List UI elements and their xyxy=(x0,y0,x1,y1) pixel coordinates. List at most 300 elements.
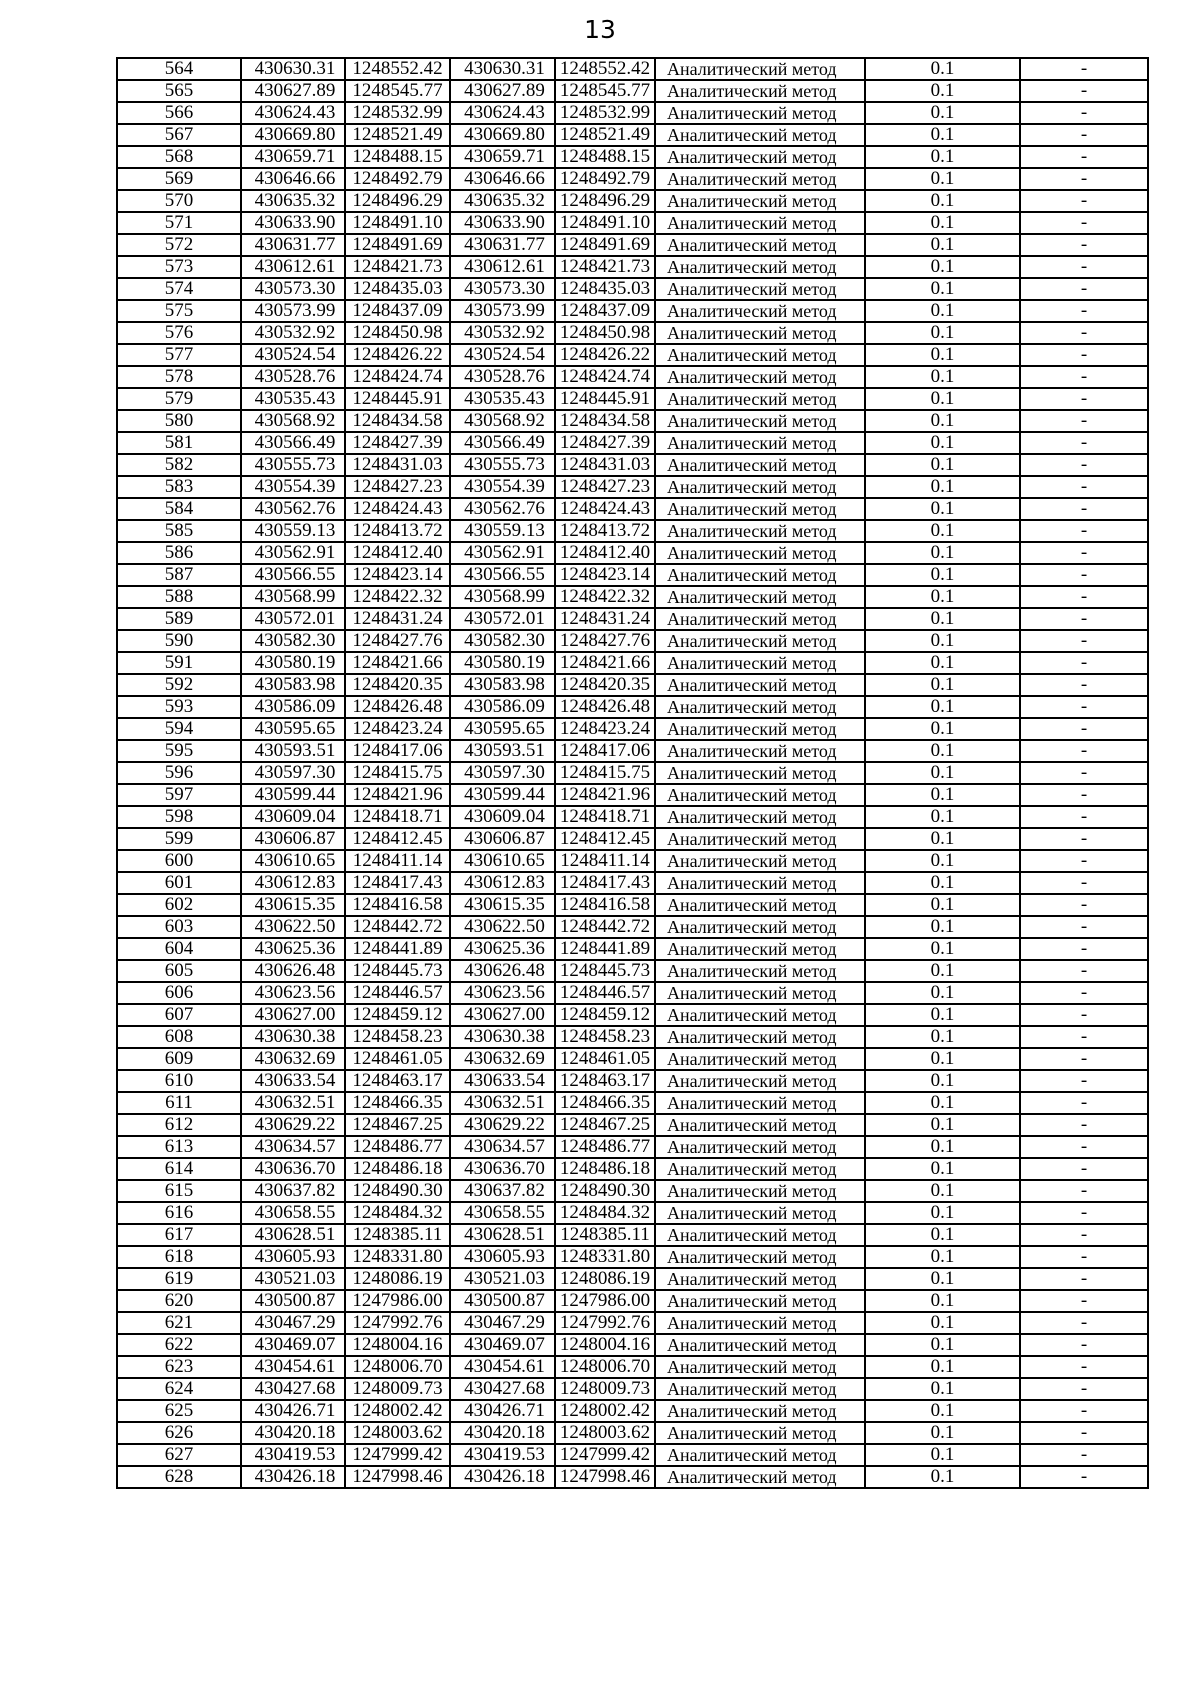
y-coordinate-new-cell: 1248424.43 xyxy=(555,498,655,520)
table-row xyxy=(117,1070,1148,1092)
y-coordinate-cell: 1248466.35 xyxy=(345,1092,450,1114)
table-row xyxy=(117,498,1148,520)
note-cell: - xyxy=(1020,762,1148,784)
y-coordinate-new-cell: 1248458.23 xyxy=(555,1026,655,1048)
x-coordinate-new-cell: 430599.44 xyxy=(450,784,555,806)
y-coordinate-new-cell: 1248416.58 xyxy=(555,894,655,916)
note-cell: - xyxy=(1020,256,1148,278)
y-coordinate-new-cell: 1248426.48 xyxy=(555,696,655,718)
accuracy-cell: 0.1 xyxy=(865,982,1020,1004)
point-number-cell: 578 xyxy=(117,366,241,388)
x-coordinate-cell: 430555.73 xyxy=(241,454,345,476)
x-coordinate-cell: 430535.43 xyxy=(241,388,345,410)
table-row xyxy=(117,982,1148,1004)
table-row xyxy=(117,1048,1148,1070)
table-row xyxy=(117,1224,1148,1246)
y-coordinate-new-cell: 1248434.58 xyxy=(555,410,655,432)
note-cell: - xyxy=(1020,1246,1148,1268)
accuracy-cell: 0.1 xyxy=(865,1334,1020,1356)
accuracy-cell: 0.1 xyxy=(865,190,1020,212)
method-cell: Аналитический метод xyxy=(655,322,865,344)
y-coordinate-cell: 1248002.42 xyxy=(345,1400,450,1422)
point-number-cell: 589 xyxy=(117,608,241,630)
point-number-cell: 625 xyxy=(117,1400,241,1422)
point-number-cell: 570 xyxy=(117,190,241,212)
accuracy-cell: 0.1 xyxy=(865,1312,1020,1334)
table-row xyxy=(117,542,1148,564)
x-coordinate-cell: 430669.80 xyxy=(241,124,345,146)
y-coordinate-cell: 1248412.40 xyxy=(345,542,450,564)
table-row xyxy=(117,1356,1148,1378)
accuracy-cell: 0.1 xyxy=(865,1180,1020,1202)
x-coordinate-cell: 430528.76 xyxy=(241,366,345,388)
method-cell: Аналитический метод xyxy=(655,762,865,784)
x-coordinate-new-cell: 430583.98 xyxy=(450,674,555,696)
accuracy-cell: 0.1 xyxy=(865,454,1020,476)
x-coordinate-cell: 430612.83 xyxy=(241,872,345,894)
note-cell: - xyxy=(1020,1466,1148,1488)
table-row xyxy=(117,1246,1148,1268)
point-number-cell: 620 xyxy=(117,1290,241,1312)
y-coordinate-cell: 1248461.05 xyxy=(345,1048,450,1070)
note-cell: - xyxy=(1020,344,1148,366)
y-coordinate-new-cell: 1248417.43 xyxy=(555,872,655,894)
x-coordinate-cell: 430637.82 xyxy=(241,1180,345,1202)
note-cell: - xyxy=(1020,234,1148,256)
y-coordinate-new-cell: 1248521.49 xyxy=(555,124,655,146)
accuracy-cell: 0.1 xyxy=(865,1158,1020,1180)
y-coordinate-new-cell: 1248417.06 xyxy=(555,740,655,762)
point-number-cell: 613 xyxy=(117,1136,241,1158)
note-cell: - xyxy=(1020,1224,1148,1246)
method-cell: Аналитический метод xyxy=(655,1180,865,1202)
method-cell: Аналитический метод xyxy=(655,1334,865,1356)
y-coordinate-cell: 1248421.73 xyxy=(345,256,450,278)
table-row xyxy=(117,410,1148,432)
method-cell: Аналитический метод xyxy=(655,300,865,322)
method-cell: Аналитический метод xyxy=(655,344,865,366)
y-coordinate-cell: 1248412.45 xyxy=(345,828,450,850)
y-coordinate-cell: 1248421.96 xyxy=(345,784,450,806)
method-cell: Аналитический метод xyxy=(655,1114,865,1136)
accuracy-cell: 0.1 xyxy=(865,718,1020,740)
y-coordinate-cell: 1248491.69 xyxy=(345,234,450,256)
y-coordinate-cell: 1248431.24 xyxy=(345,608,450,630)
point-number-cell: 599 xyxy=(117,828,241,850)
point-number-cell: 607 xyxy=(117,1004,241,1026)
method-cell: Аналитический метод xyxy=(655,212,865,234)
y-coordinate-new-cell: 1248445.91 xyxy=(555,388,655,410)
table-row xyxy=(117,146,1148,168)
x-coordinate-cell: 430586.09 xyxy=(241,696,345,718)
method-cell: Аналитический метод xyxy=(655,1004,865,1026)
y-coordinate-new-cell: 1247999.42 xyxy=(555,1444,655,1466)
accuracy-cell: 0.1 xyxy=(865,1048,1020,1070)
x-coordinate-new-cell: 430426.18 xyxy=(450,1466,555,1488)
method-cell: Аналитический метод xyxy=(655,1224,865,1246)
note-cell: - xyxy=(1020,1202,1148,1224)
y-coordinate-new-cell: 1248435.03 xyxy=(555,278,655,300)
y-coordinate-cell: 1248484.32 xyxy=(345,1202,450,1224)
accuracy-cell: 0.1 xyxy=(865,542,1020,564)
x-coordinate-cell: 430593.51 xyxy=(241,740,345,762)
y-coordinate-new-cell: 1248421.96 xyxy=(555,784,655,806)
note-cell: - xyxy=(1020,366,1148,388)
x-coordinate-cell: 430595.65 xyxy=(241,718,345,740)
note-cell: - xyxy=(1020,1026,1148,1048)
x-coordinate-new-cell: 430633.90 xyxy=(450,212,555,234)
method-cell: Аналитический метод xyxy=(655,1092,865,1114)
y-coordinate-new-cell: 1248484.32 xyxy=(555,1202,655,1224)
y-coordinate-new-cell: 1248463.17 xyxy=(555,1070,655,1092)
y-coordinate-cell: 1248415.75 xyxy=(345,762,450,784)
x-coordinate-new-cell: 430593.51 xyxy=(450,740,555,762)
x-coordinate-cell: 430500.87 xyxy=(241,1290,345,1312)
y-coordinate-new-cell: 1248002.42 xyxy=(555,1400,655,1422)
x-coordinate-new-cell: 430630.31 xyxy=(450,58,555,80)
table-row xyxy=(117,608,1148,630)
x-coordinate-new-cell: 430555.73 xyxy=(450,454,555,476)
y-coordinate-new-cell: 1248466.35 xyxy=(555,1092,655,1114)
method-cell: Аналитический метод xyxy=(655,718,865,740)
y-coordinate-new-cell: 1248423.14 xyxy=(555,564,655,586)
note-cell: - xyxy=(1020,608,1148,630)
y-coordinate-new-cell: 1248385.11 xyxy=(555,1224,655,1246)
y-coordinate-new-cell: 1248415.75 xyxy=(555,762,655,784)
accuracy-cell: 0.1 xyxy=(865,1246,1020,1268)
table-row xyxy=(117,696,1148,718)
y-coordinate-cell: 1248467.25 xyxy=(345,1114,450,1136)
method-cell: Аналитический метод xyxy=(655,1268,865,1290)
x-coordinate-cell: 430573.99 xyxy=(241,300,345,322)
y-coordinate-cell: 1248427.76 xyxy=(345,630,450,652)
method-cell: Аналитический метод xyxy=(655,102,865,124)
x-coordinate-cell: 430635.32 xyxy=(241,190,345,212)
y-coordinate-cell: 1248423.14 xyxy=(345,564,450,586)
x-coordinate-cell: 430573.30 xyxy=(241,278,345,300)
table-row xyxy=(117,938,1148,960)
note-cell: - xyxy=(1020,1422,1148,1444)
x-coordinate-cell: 430562.91 xyxy=(241,542,345,564)
method-cell: Аналитический метод xyxy=(655,630,865,652)
point-number-cell: 614 xyxy=(117,1158,241,1180)
point-number-cell: 572 xyxy=(117,234,241,256)
point-number-cell: 580 xyxy=(117,410,241,432)
x-coordinate-cell: 430568.92 xyxy=(241,410,345,432)
table-row xyxy=(117,388,1148,410)
note-cell: - xyxy=(1020,938,1148,960)
x-coordinate-cell: 430626.48 xyxy=(241,960,345,982)
accuracy-cell: 0.1 xyxy=(865,1466,1020,1488)
point-number-cell: 588 xyxy=(117,586,241,608)
x-coordinate-new-cell: 430637.82 xyxy=(450,1180,555,1202)
y-coordinate-cell: 1248420.35 xyxy=(345,674,450,696)
y-coordinate-cell: 1248459.12 xyxy=(345,1004,450,1026)
method-cell: Аналитический метод xyxy=(655,542,865,564)
point-number-cell: 593 xyxy=(117,696,241,718)
method-cell: Аналитический метод xyxy=(655,520,865,542)
note-cell: - xyxy=(1020,1444,1148,1466)
table-row xyxy=(117,850,1148,872)
point-number-cell: 564 xyxy=(117,58,241,80)
y-coordinate-cell: 1247992.76 xyxy=(345,1312,450,1334)
accuracy-cell: 0.1 xyxy=(865,1224,1020,1246)
y-coordinate-cell: 1248545.77 xyxy=(345,80,450,102)
y-coordinate-new-cell: 1248420.35 xyxy=(555,674,655,696)
method-cell: Аналитический метод xyxy=(655,454,865,476)
x-coordinate-cell: 430426.71 xyxy=(241,1400,345,1422)
point-number-cell: 571 xyxy=(117,212,241,234)
table-row xyxy=(117,630,1148,652)
x-coordinate-new-cell: 430454.61 xyxy=(450,1356,555,1378)
point-number-cell: 622 xyxy=(117,1334,241,1356)
x-coordinate-new-cell: 430467.29 xyxy=(450,1312,555,1334)
y-coordinate-cell: 1248496.29 xyxy=(345,190,450,212)
point-number-cell: 595 xyxy=(117,740,241,762)
accuracy-cell: 0.1 xyxy=(865,366,1020,388)
x-coordinate-new-cell: 430595.65 xyxy=(450,718,555,740)
table-row xyxy=(117,366,1148,388)
y-coordinate-new-cell: 1247998.46 xyxy=(555,1466,655,1488)
accuracy-cell: 0.1 xyxy=(865,476,1020,498)
y-coordinate-new-cell: 1247992.76 xyxy=(555,1312,655,1334)
y-coordinate-cell: 1248423.24 xyxy=(345,718,450,740)
y-coordinate-cell: 1248490.30 xyxy=(345,1180,450,1202)
note-cell: - xyxy=(1020,1070,1148,1092)
table-row xyxy=(117,806,1148,828)
method-cell: Аналитический метод xyxy=(655,124,865,146)
x-coordinate-cell: 430615.35 xyxy=(241,894,345,916)
y-coordinate-cell: 1248435.03 xyxy=(345,278,450,300)
x-coordinate-new-cell: 430597.30 xyxy=(450,762,555,784)
accuracy-cell: 0.1 xyxy=(865,652,1020,674)
x-coordinate-new-cell: 430606.87 xyxy=(450,828,555,850)
point-number-cell: 586 xyxy=(117,542,241,564)
y-coordinate-cell: 1248426.22 xyxy=(345,344,450,366)
y-coordinate-new-cell: 1248488.15 xyxy=(555,146,655,168)
accuracy-cell: 0.1 xyxy=(865,828,1020,850)
point-number-cell: 575 xyxy=(117,300,241,322)
y-coordinate-new-cell: 1248427.39 xyxy=(555,432,655,454)
table-row xyxy=(117,1004,1148,1026)
accuracy-cell: 0.1 xyxy=(865,1444,1020,1466)
y-coordinate-cell: 1248532.99 xyxy=(345,102,450,124)
accuracy-cell: 0.1 xyxy=(865,520,1020,542)
y-coordinate-new-cell: 1248545.77 xyxy=(555,80,655,102)
method-cell: Аналитический метод xyxy=(655,1356,865,1378)
accuracy-cell: 0.1 xyxy=(865,938,1020,960)
y-coordinate-new-cell: 1248331.80 xyxy=(555,1246,655,1268)
y-coordinate-new-cell: 1248422.32 xyxy=(555,586,655,608)
note-cell: - xyxy=(1020,1356,1148,1378)
x-coordinate-new-cell: 430624.43 xyxy=(450,102,555,124)
y-coordinate-cell: 1248427.23 xyxy=(345,476,450,498)
x-coordinate-new-cell: 430562.91 xyxy=(450,542,555,564)
accuracy-cell: 0.1 xyxy=(865,674,1020,696)
note-cell: - xyxy=(1020,322,1148,344)
method-cell: Аналитический метод xyxy=(655,586,865,608)
y-coordinate-cell: 1248486.77 xyxy=(345,1136,450,1158)
table-row xyxy=(117,784,1148,806)
method-cell: Аналитический метод xyxy=(655,432,865,454)
table-row xyxy=(117,168,1148,190)
point-number-cell: 602 xyxy=(117,894,241,916)
point-number-cell: 606 xyxy=(117,982,241,1004)
x-coordinate-new-cell: 430469.07 xyxy=(450,1334,555,1356)
x-coordinate-cell: 430629.22 xyxy=(241,1114,345,1136)
point-number-cell: 576 xyxy=(117,322,241,344)
table-row xyxy=(117,1158,1148,1180)
y-coordinate-new-cell: 1248486.18 xyxy=(555,1158,655,1180)
accuracy-cell: 0.1 xyxy=(865,278,1020,300)
table-row xyxy=(117,1092,1148,1114)
x-coordinate-cell: 430627.89 xyxy=(241,80,345,102)
y-coordinate-new-cell: 1248442.72 xyxy=(555,916,655,938)
method-cell: Аналитический метод xyxy=(655,1158,865,1180)
table-row xyxy=(117,1312,1148,1334)
y-coordinate-new-cell: 1248086.19 xyxy=(555,1268,655,1290)
accuracy-cell: 0.1 xyxy=(865,410,1020,432)
method-cell: Аналитический метод xyxy=(655,278,865,300)
x-coordinate-new-cell: 430500.87 xyxy=(450,1290,555,1312)
note-cell: - xyxy=(1020,190,1148,212)
x-coordinate-new-cell: 430627.89 xyxy=(450,80,555,102)
note-cell: - xyxy=(1020,432,1148,454)
x-coordinate-cell: 430469.07 xyxy=(241,1334,345,1356)
method-cell: Аналитический метод xyxy=(655,388,865,410)
table-row xyxy=(117,80,1148,102)
accuracy-cell: 0.1 xyxy=(865,388,1020,410)
method-cell: Аналитический метод xyxy=(655,740,865,762)
x-coordinate-cell: 430562.76 xyxy=(241,498,345,520)
x-coordinate-cell: 430610.65 xyxy=(241,850,345,872)
y-coordinate-new-cell: 1248424.74 xyxy=(555,366,655,388)
y-coordinate-new-cell: 1248441.89 xyxy=(555,938,655,960)
note-cell: - xyxy=(1020,1048,1148,1070)
accuracy-cell: 0.1 xyxy=(865,916,1020,938)
accuracy-cell: 0.1 xyxy=(865,322,1020,344)
y-coordinate-new-cell: 1248552.42 xyxy=(555,58,655,80)
x-coordinate-cell: 430612.61 xyxy=(241,256,345,278)
x-coordinate-new-cell: 430634.57 xyxy=(450,1136,555,1158)
x-coordinate-new-cell: 430586.09 xyxy=(450,696,555,718)
x-coordinate-new-cell: 430580.19 xyxy=(450,652,555,674)
y-coordinate-cell: 1248458.23 xyxy=(345,1026,450,1048)
x-coordinate-cell: 430583.98 xyxy=(241,674,345,696)
y-coordinate-cell: 1248411.14 xyxy=(345,850,450,872)
x-coordinate-new-cell: 430568.99 xyxy=(450,586,555,608)
accuracy-cell: 0.1 xyxy=(865,1004,1020,1026)
y-coordinate-new-cell: 1248491.10 xyxy=(555,212,655,234)
x-coordinate-new-cell: 430568.92 xyxy=(450,410,555,432)
method-cell: Аналитический метод xyxy=(655,1290,865,1312)
x-coordinate-cell: 430580.19 xyxy=(241,652,345,674)
y-coordinate-new-cell: 1248431.24 xyxy=(555,608,655,630)
y-coordinate-new-cell: 1248004.16 xyxy=(555,1334,655,1356)
note-cell: - xyxy=(1020,806,1148,828)
x-coordinate-new-cell: 430632.69 xyxy=(450,1048,555,1070)
method-cell: Аналитический метод xyxy=(655,784,865,806)
point-number-cell: 598 xyxy=(117,806,241,828)
note-cell: - xyxy=(1020,300,1148,322)
method-cell: Аналитический метод xyxy=(655,916,865,938)
method-cell: Аналитический метод xyxy=(655,146,865,168)
method-cell: Аналитический метод xyxy=(655,850,865,872)
note-cell: - xyxy=(1020,630,1148,652)
table-row xyxy=(117,1378,1148,1400)
x-coordinate-cell: 430427.68 xyxy=(241,1378,345,1400)
note-cell: - xyxy=(1020,1092,1148,1114)
note-cell: - xyxy=(1020,740,1148,762)
point-number-cell: 573 xyxy=(117,256,241,278)
y-coordinate-new-cell: 1248003.62 xyxy=(555,1422,655,1444)
note-cell: - xyxy=(1020,872,1148,894)
note-cell: - xyxy=(1020,828,1148,850)
x-coordinate-cell: 430599.44 xyxy=(241,784,345,806)
x-coordinate-cell: 430632.51 xyxy=(241,1092,345,1114)
x-coordinate-cell: 430636.70 xyxy=(241,1158,345,1180)
y-coordinate-cell: 1248417.06 xyxy=(345,740,450,762)
y-coordinate-cell: 1248003.62 xyxy=(345,1422,450,1444)
note-cell: - xyxy=(1020,1400,1148,1422)
method-cell: Аналитический метод xyxy=(655,1466,865,1488)
accuracy-cell: 0.1 xyxy=(865,1092,1020,1114)
table-row xyxy=(117,344,1148,366)
table-row xyxy=(117,1202,1148,1224)
x-coordinate-new-cell: 430627.00 xyxy=(450,1004,555,1026)
accuracy-cell: 0.1 xyxy=(865,212,1020,234)
point-number-cell: 624 xyxy=(117,1378,241,1400)
y-coordinate-cell: 1248488.15 xyxy=(345,146,450,168)
point-number-cell: 611 xyxy=(117,1092,241,1114)
x-coordinate-new-cell: 430612.61 xyxy=(450,256,555,278)
y-coordinate-cell: 1248424.74 xyxy=(345,366,450,388)
point-number-cell: 568 xyxy=(117,146,241,168)
x-coordinate-new-cell: 430532.92 xyxy=(450,322,555,344)
method-cell: Аналитический метод xyxy=(655,1400,865,1422)
note-cell: - xyxy=(1020,674,1148,696)
method-cell: Аналитический метод xyxy=(655,674,865,696)
note-cell: - xyxy=(1020,410,1148,432)
x-coordinate-cell: 430632.69 xyxy=(241,1048,345,1070)
note-cell: - xyxy=(1020,718,1148,740)
method-cell: Аналитический метод xyxy=(655,1070,865,1092)
point-number-cell: 601 xyxy=(117,872,241,894)
x-coordinate-new-cell: 430572.01 xyxy=(450,608,555,630)
y-coordinate-cell: 1248491.10 xyxy=(345,212,450,234)
x-coordinate-new-cell: 430609.04 xyxy=(450,806,555,828)
point-number-cell: 567 xyxy=(117,124,241,146)
y-coordinate-cell: 1247986.00 xyxy=(345,1290,450,1312)
page-number: 13 xyxy=(584,15,616,44)
coordinates-table-body xyxy=(117,58,1148,1488)
method-cell: Аналитический метод xyxy=(655,872,865,894)
x-coordinate-new-cell: 430582.30 xyxy=(450,630,555,652)
y-coordinate-cell: 1248445.91 xyxy=(345,388,450,410)
table-row xyxy=(117,1444,1148,1466)
point-number-cell: 600 xyxy=(117,850,241,872)
method-cell: Аналитический метод xyxy=(655,806,865,828)
x-coordinate-cell: 430454.61 xyxy=(241,1356,345,1378)
y-coordinate-cell: 1248552.42 xyxy=(345,58,450,80)
x-coordinate-cell: 430467.29 xyxy=(241,1312,345,1334)
y-coordinate-new-cell: 1247986.00 xyxy=(555,1290,655,1312)
x-coordinate-cell: 430605.93 xyxy=(241,1246,345,1268)
table-row xyxy=(117,1290,1148,1312)
point-number-cell: 621 xyxy=(117,1312,241,1334)
method-cell: Аналитический метод xyxy=(655,58,865,80)
table-row xyxy=(117,102,1148,124)
